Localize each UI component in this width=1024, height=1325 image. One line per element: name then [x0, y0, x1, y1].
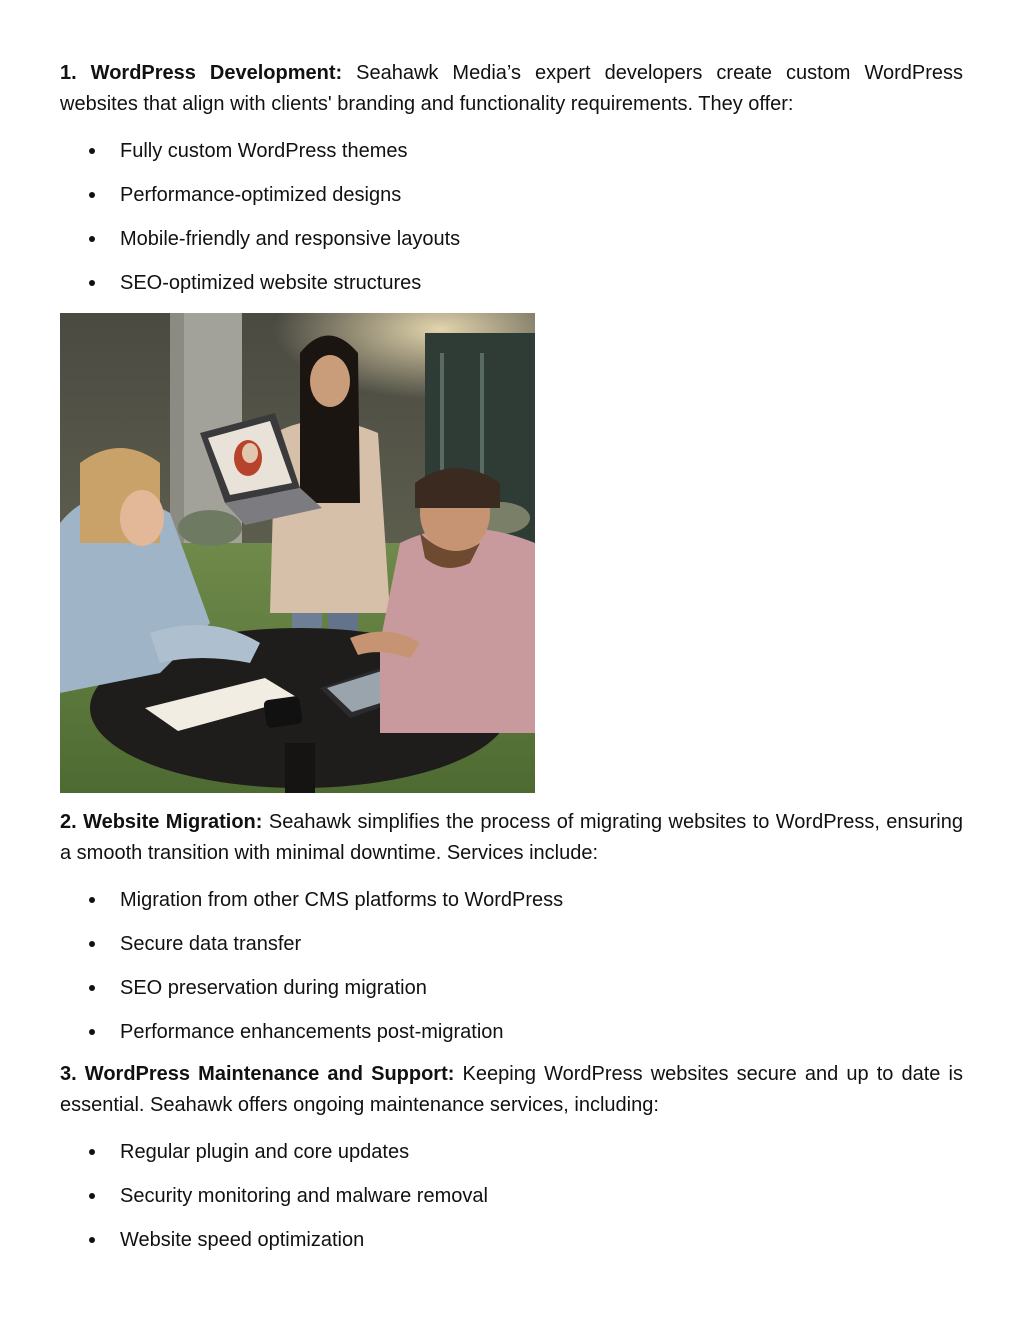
section-text: Keeping WordPress websites secure and up to date is essential. Seahawk offers ongoing maintenance services, including: — [60, 1063, 963, 1116]
bullet-icon — [89, 1029, 95, 1035]
list-item-text: Performance-optimized designs — [120, 184, 402, 206]
bullet-icon — [89, 985, 95, 991]
list-item — [60, 270, 963, 296]
list-item-text: Website speed optimization — [120, 1229, 365, 1251]
list-item-text: Regular plugin and core updates — [120, 1141, 410, 1163]
bullet-icon — [89, 236, 95, 242]
section-wordpress-development — [60, 58, 963, 296]
list-item-text: Security monitoring and malware removal — [120, 1185, 488, 1207]
list-item — [60, 1227, 963, 1253]
bullet-icon — [89, 192, 95, 198]
section-paragraph — [60, 58, 963, 120]
list-item-text: Fully custom WordPress themes — [120, 140, 408, 162]
bullet-icon — [89, 1237, 95, 1243]
section-heading: 1. WordPress Development: — [60, 62, 343, 84]
bullet-list — [60, 1139, 963, 1253]
section-text: Seahawk simplifies the process of migrating websites to WordPress, ensuring a smooth transition with minimal downtime. Services include: — [60, 811, 963, 864]
list-item — [60, 138, 963, 164]
bullet-list — [60, 138, 963, 296]
list-item — [60, 1019, 963, 1045]
bullet-list — [60, 887, 963, 1045]
list-item-text: Performance enhancements post-migration — [120, 1021, 504, 1043]
list-item-text: Migration from other CMS platforms to WordPress — [120, 889, 564, 911]
bullet-icon — [89, 1149, 95, 1155]
document-page — [60, 58, 963, 1253]
section-paragraph — [60, 807, 963, 869]
list-item — [60, 182, 963, 208]
section-text: Seahawk Media’s expert developers create custom WordPress websites that align with clients' branding and functionality requirements. They offer: — [60, 62, 964, 115]
team-meeting-photo — [60, 313, 535, 793]
section-website-migration — [60, 807, 963, 1045]
list-item — [60, 931, 963, 957]
list-item — [60, 226, 963, 252]
bullet-icon — [89, 1193, 95, 1199]
bullet-icon — [89, 941, 95, 947]
section-heading: 3. WordPress Maintenance and Support: — [60, 1063, 455, 1085]
list-item — [60, 1183, 963, 1209]
list-item-text: SEO-optimized website structures — [120, 272, 422, 294]
list-item — [60, 1139, 963, 1165]
list-item — [60, 887, 963, 913]
section-maintenance-support — [60, 1059, 963, 1253]
bullet-icon — [89, 148, 95, 154]
section-heading: 2. Website Migration: — [60, 811, 263, 833]
list-item-text: Secure data transfer — [120, 933, 302, 955]
bullet-icon — [89, 897, 95, 903]
section-paragraph — [60, 1059, 963, 1121]
list-item-text: SEO preservation during migration — [120, 977, 427, 999]
bullet-icon — [89, 280, 95, 286]
list-item-text: Mobile-friendly and responsive layouts — [120, 228, 461, 250]
list-item — [60, 975, 963, 1001]
